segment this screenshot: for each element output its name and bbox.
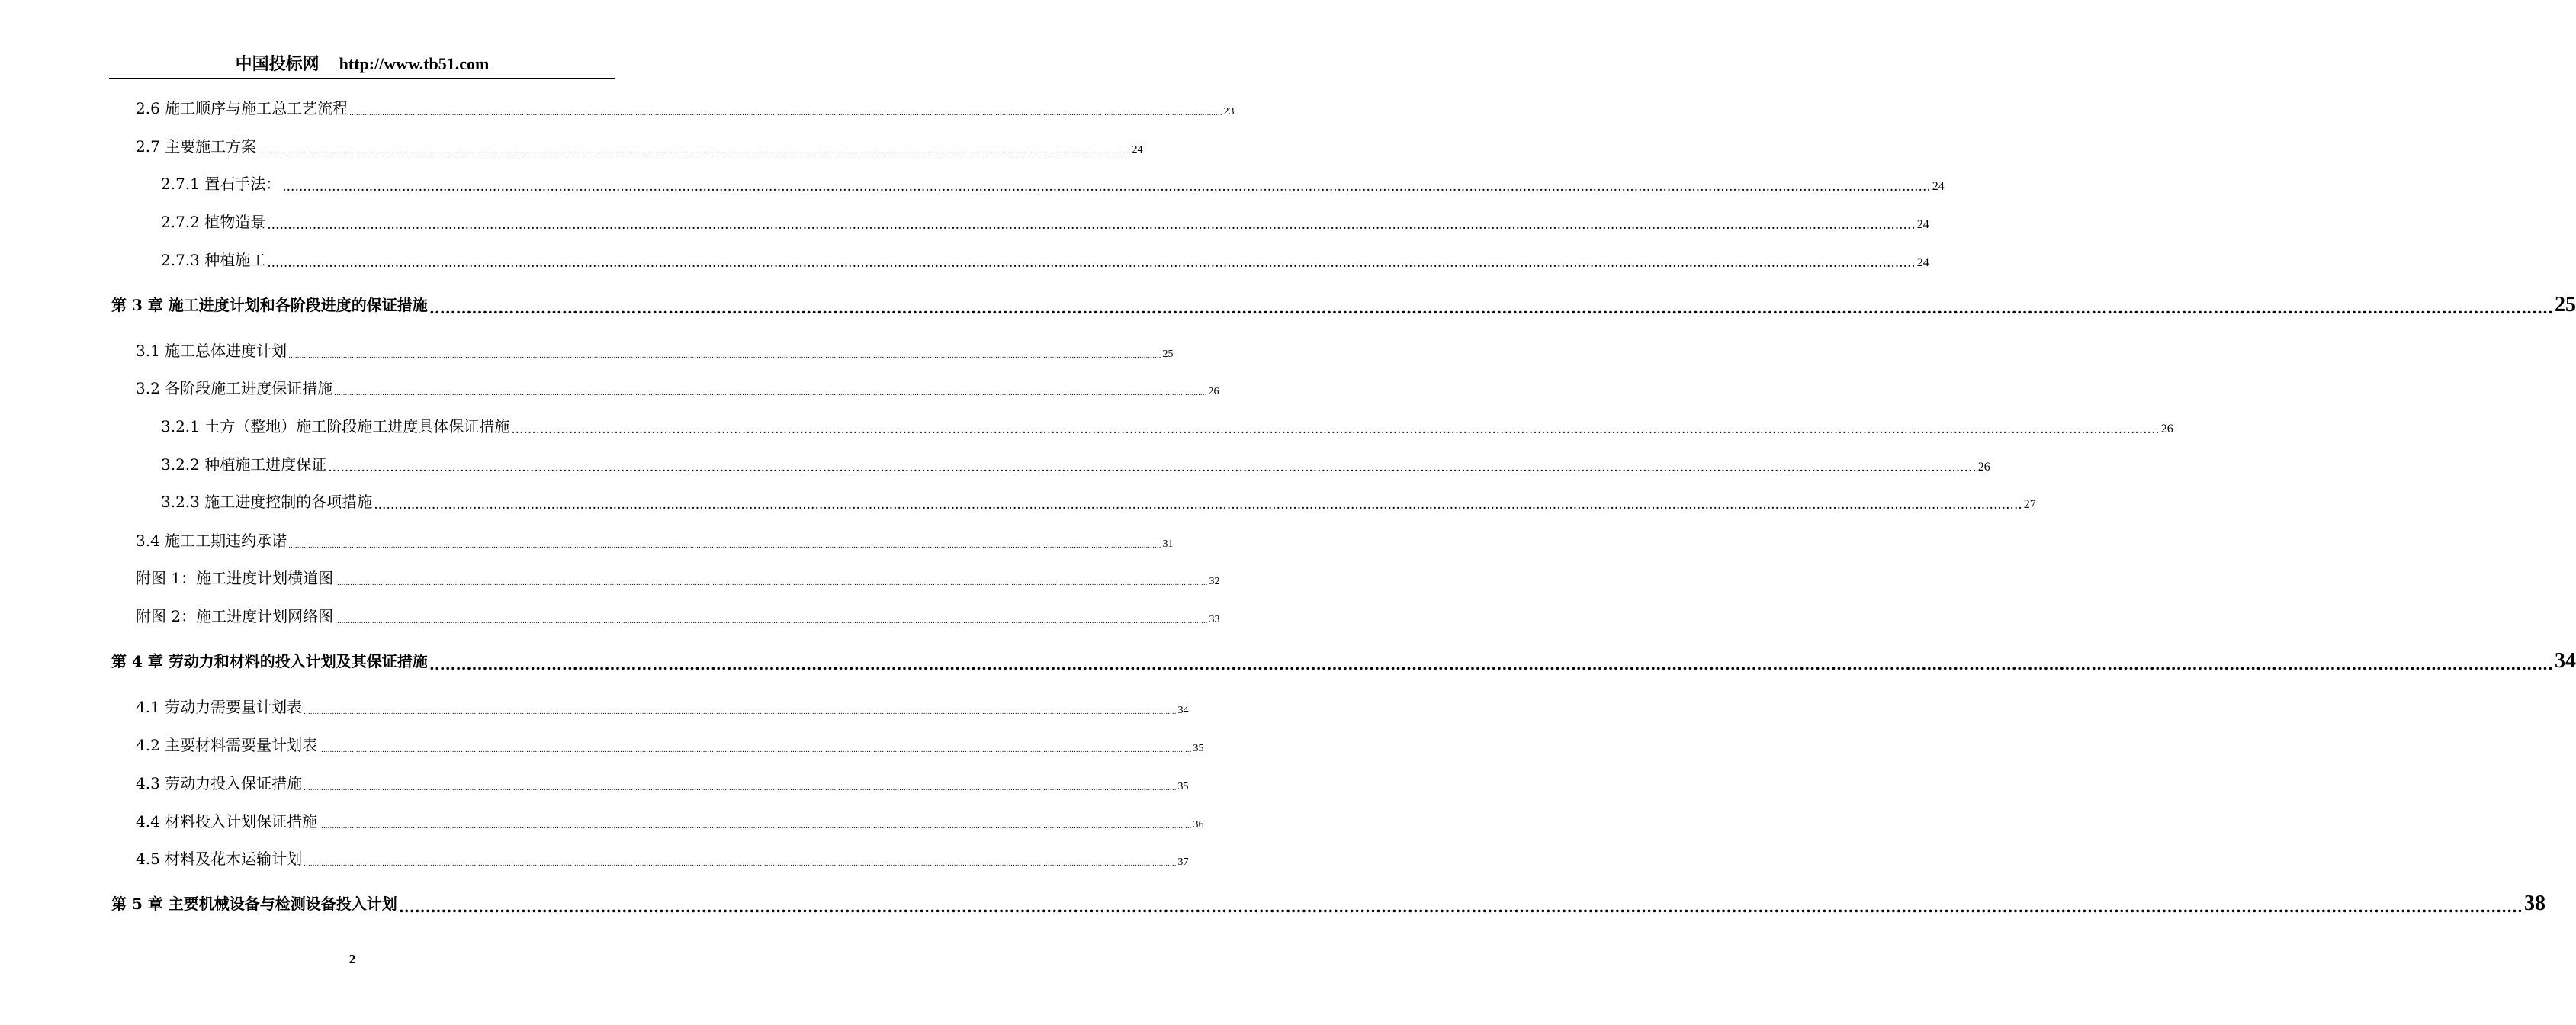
toc-page-number: 34: [1177, 705, 1189, 716]
toc-entry-title: 3.2.2 种植施工进度保证: [161, 455, 327, 474]
toc-page-number: 37: [1177, 856, 1189, 868]
toc-page-number: 25: [1162, 349, 1174, 360]
toc-chapter-entry[interactable]: [111, 892, 2545, 916]
toc-page-number: 24: [1932, 180, 1945, 193]
toc-entry-title: 附图 2：施工进度计划网络图: [136, 607, 334, 625]
toc-dot-leader: ................................................................................................................................................................................................................................................................................................................................................................................................................: [319, 747, 1192, 754]
toc-page-number: 27: [2023, 498, 2036, 511]
toc-dot-leader: ................................................................................................................................................................................................................................................................................................................................................................................................................: [267, 255, 1916, 271]
toc-chapter-entry[interactable]: [111, 293, 2576, 317]
toc-subsection-entry[interactable]: [161, 454, 1990, 475]
toc-subsection-entry[interactable]: [161, 211, 1929, 233]
toc-chapter-entry[interactable]: [111, 649, 2576, 673]
toc-entry-title: 4.5 材料及花木运输计划: [136, 850, 303, 868]
toc-section-entry[interactable]: [136, 136, 1143, 157]
toc-dot-leader: ................................................................................................................................................................................................................................................................................................................................................................................................................: [258, 148, 1131, 156]
toc-subsection-entry[interactable]: [161, 416, 2173, 437]
toc-entry-title: 2.7 主要施工方案: [136, 137, 257, 156]
toc-entry-title: 第 4 章 劳动力和材料的投入计划及其保证措施: [111, 652, 428, 670]
toc-entry-title: 2.6 施工顺序与施工总工艺流程: [136, 99, 348, 117]
toc-section-entry[interactable]: [136, 773, 1189, 794]
toc-page-number: 35: [1193, 743, 1204, 754]
toc-entry-title: 2.7.1 置石手法：: [161, 175, 281, 193]
toc-page-number: 24: [1916, 256, 1929, 269]
toc-page-number: 24: [1916, 218, 1929, 231]
toc-dot-leader: ................................................................................................................................................................................................................................................................................................................................................................................................................: [267, 217, 1916, 233]
toc-section-entry[interactable]: [136, 848, 1189, 869]
toc-entry-title: 4.1 劳动力需要量计划表: [136, 698, 303, 716]
toc-page-number: 26: [1208, 386, 1219, 397]
toc-entry-title: 第 3 章 施工进度计划和各阶段进度的保证措施: [111, 296, 428, 314]
toc-dot-leader: ................................................................................................................................................................................................................................................................................................................................................................................................................: [328, 460, 1977, 475]
toc-dot-leader: ................................................................................................................................................................................................................................................................................................................................................................................................................: [398, 898, 2523, 916]
toc-dot-leader: ................................................................................................................................................................................................................................................................................................................................................................................................................: [304, 860, 1177, 868]
site-url-link[interactable]: http://www.tb51.com: [339, 54, 490, 73]
toc-section-entry[interactable]: [136, 378, 1219, 399]
toc-entry-title: 3.2.3 施工进度控制的各项措施: [161, 493, 373, 511]
toc-entry-title: 3.1 施工总体进度计划: [136, 342, 287, 360]
toc-page-number: 26: [1977, 461, 1990, 474]
toc-dot-leader: ................................................................................................................................................................................................................................................................................................................................................................................................................: [335, 580, 1208, 587]
toc-page-number: 35: [1177, 781, 1189, 792]
toc-entry-title: 2.7.2 植物造景: [161, 213, 266, 231]
page-number: 2: [348, 952, 356, 966]
toc-section-entry[interactable]: [136, 340, 1174, 361]
toc-page-number: 33: [1209, 614, 1220, 625]
site-name: 中国投标网: [235, 54, 320, 74]
toc-entry-title: 附图 1：施工进度计划横道图: [136, 569, 334, 587]
toc-section-entry[interactable]: [136, 696, 1189, 718]
toc-entry-title: 4.2 主要材料需要量计划表: [136, 736, 318, 754]
toc-page-number: 24: [1132, 144, 1143, 156]
toc-section-entry[interactable]: [136, 567, 1220, 589]
toc-page-number: 34: [2554, 649, 2576, 673]
toc-dot-leader: ................................................................................................................................................................................................................................................................................................................................................................................................................: [349, 110, 1222, 117]
toc-section-entry[interactable]: [136, 98, 1235, 119]
toc-page-number: 38: [2523, 892, 2545, 915]
toc-dot-leader: ................................................................................................................................................................................................................................................................................................................................................................................................................: [288, 542, 1161, 550]
toc-page-number: 32: [1209, 576, 1220, 587]
toc-dot-leader: ................................................................................................................................................................................................................................................................................................................................................................................................................: [304, 709, 1177, 716]
toc-entry-title: 2.7.3 种植施工: [161, 251, 266, 269]
toc-entry-title: 第 5 章 主要机械设备与检测设备投入计划: [111, 895, 397, 913]
toc-entry-title: 3.4 施工工期违约承诺: [136, 532, 287, 550]
toc-dot-leader: ................................................................................................................................................................................................................................................................................................................................................................................................................: [304, 785, 1177, 792]
toc-dot-leader: ................................................................................................................................................................................................................................................................................................................................................................................................................: [319, 823, 1192, 831]
toc-dot-leader: ................................................................................................................................................................................................................................................................................................................................................................................................................: [429, 299, 2553, 317]
toc-dot-leader: ................................................................................................................................................................................................................................................................................................................................................................................................................: [511, 422, 2160, 437]
toc-subsection-entry[interactable]: [161, 173, 1945, 194]
toc-dot-leader: ................................................................................................................................................................................................................................................................................................................................................................................................................: [335, 618, 1208, 625]
toc-section-entry[interactable]: [136, 530, 1174, 551]
toc-section-entry[interactable]: [136, 811, 1204, 832]
toc-subsection-entry[interactable]: [161, 249, 1929, 271]
toc-entry-title: 4.3 劳动力投入保证措施: [136, 774, 303, 792]
toc-page-number: 23: [1223, 106, 1235, 117]
toc-section-entry[interactable]: [136, 734, 1204, 756]
toc-dot-leader: ................................................................................................................................................................................................................................................................................................................................................................................................................: [374, 497, 2022, 512]
toc-page-number: 36: [1193, 819, 1204, 831]
toc-dot-leader: ................................................................................................................................................................................................................................................................................................................................................................................................................: [288, 352, 1161, 360]
toc-entry-title: 3.2 各阶段施工进度保证措施: [136, 379, 333, 397]
toc-dot-leader: ................................................................................................................................................................................................................................................................................................................................................................................................................: [282, 179, 1931, 194]
toc-dot-leader: ................................................................................................................................................................................................................................................................................................................................................................................................................: [429, 655, 2553, 673]
toc-entry-title: 4.4 材料投入计划保证措施: [136, 812, 318, 831]
toc-dot-leader: ................................................................................................................................................................................................................................................................................................................................................................................................................: [334, 390, 1207, 397]
toc-page-number: 26: [2160, 423, 2173, 435]
toc-section-entry[interactable]: [136, 606, 1220, 627]
toc-subsection-entry[interactable]: [161, 491, 2036, 512]
toc-page-number: 25: [2554, 293, 2576, 316]
toc-page-number: 31: [1162, 538, 1174, 550]
toc-entry-title: 3.2.1 土方（整地）施工阶段施工进度具体保证措施: [161, 417, 510, 435]
